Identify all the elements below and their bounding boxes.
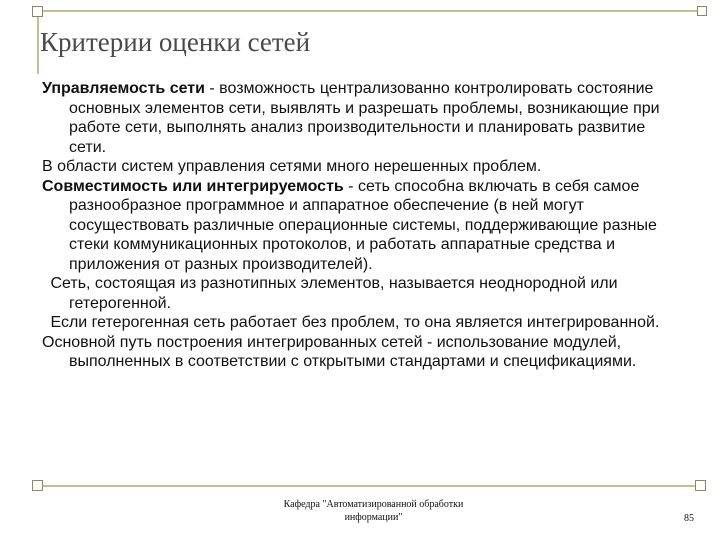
compatibility-definition: - сеть способна включать в себя самое разнообразное программное и аппаратное обеспечение (в ней могут сосуществовать различные операционные системы, поддерживающие разные стеки коммуникационных протоколов, и работать аппаратные средства и приложения от разных производителей). — [69, 177, 657, 273]
frame-bottom-line — [38, 485, 698, 487]
paragraph-compatibility — [42, 177, 682, 275]
term-compatibility: Совместимость или интегрируемость — [42, 177, 344, 195]
frame-left-line — [37, 10, 39, 74]
frame-corner-top-right — [697, 6, 707, 16]
unsolved-problems-text: В области систем управления сетями много нерешенных проблем. — [42, 158, 542, 175]
term-manageability: Управляемость сети — [42, 80, 205, 97]
paragraph-unsolved-problems — [42, 157, 682, 177]
heterogeneous-text: Сеть, состоящая из разнотипных элементов, называется неоднородной или гетерогенной. — [50, 275, 618, 312]
slide-title: Критерии оценки сетей — [40, 27, 311, 57]
paragraph-heterogeneous — [42, 274, 682, 313]
paragraph-integrated — [42, 313, 682, 333]
paragraph-manageability — [42, 79, 682, 157]
frame-top-line — [38, 10, 704, 12]
integrated-text: Если гетерогенная сеть работает без проблем, то она является интегрированной. — [50, 314, 660, 331]
footer-department-line1: Кафедра "Автоматизированной обработки — [283, 499, 464, 510]
paragraph-main-path — [42, 333, 682, 372]
frame-corner-top-left — [32, 6, 43, 17]
slide-body — [42, 79, 682, 372]
frame-corner-bottom-left — [32, 480, 43, 491]
page-number: 85 — [684, 513, 694, 524]
manageability-definition: - возможность централизованно контролировать состояние основных элементов сети, выявлять и разрешать проблемы, возникающие при работе сети, выполнять анализ производительности и планировать развитие сети. — [69, 80, 660, 156]
frame-corner-bottom-right — [695, 480, 706, 491]
main-path-text: Основной путь построения интегрированных сетей - использование модулей, выполненных в соответствии с открытыми стандартами и спецификациями. — [42, 333, 637, 370]
footer-department — [256, 498, 491, 524]
footer-department-line2: информации" — [344, 512, 403, 523]
